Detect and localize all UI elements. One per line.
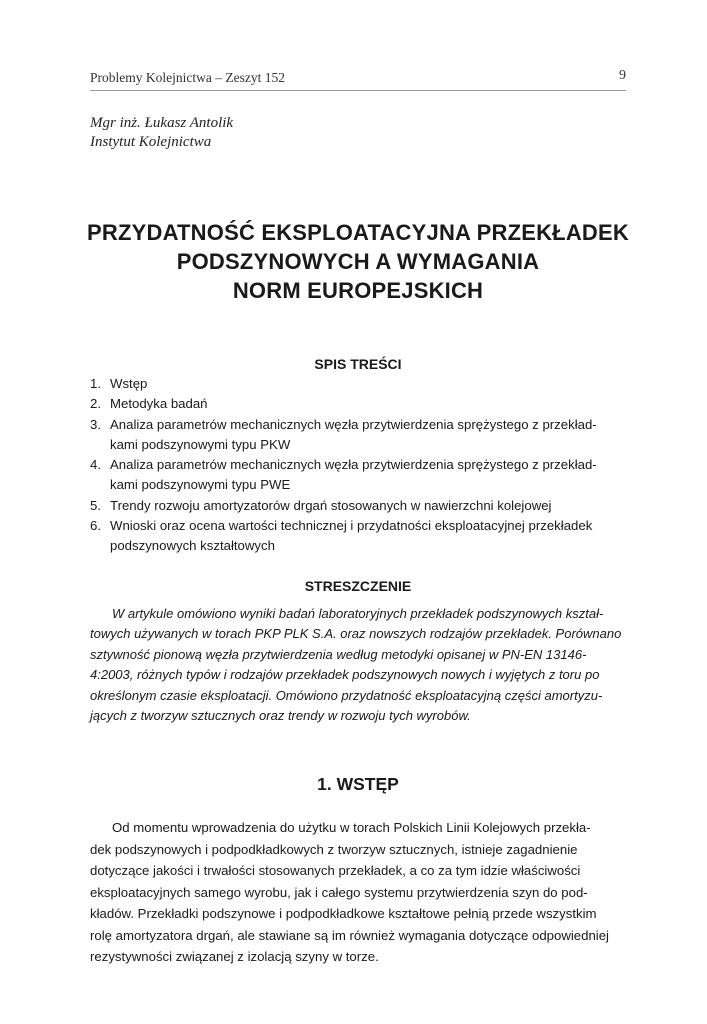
toc-item-text: podszynowych kształtowych: [110, 538, 275, 554]
toc-item-number: 2.: [90, 396, 101, 412]
abstract-line: 4:2003, różnych typów i rodzajów przekładek podszynowych nowych i wyjętych z toru po: [90, 667, 600, 683]
toc-item-text: Analiza parametrów mechanicznych węzła przytwierdzenia sprężystego z przekład-: [110, 416, 597, 432]
toc-item-text: Wstęp: [110, 376, 148, 391]
paper-title: [70, 218, 646, 305]
toc-item-text: Trendy rozwoju amortyzatorów drgań stosowanych w nawierzchni kolejowej: [110, 497, 552, 513]
toc-heading: SPIS TREŚCI: [314, 356, 402, 372]
toc-item-text: Metodyka badań: [110, 396, 208, 412]
toc-item-number: 5.: [90, 497, 101, 513]
toc-item: [90, 374, 630, 394]
title-line: PODSZYNOWYCH A WYMAGANIA: [176, 249, 540, 274]
table-of-contents: [90, 374, 630, 557]
body-line: kładów. Przekładki podszynowe i podpodkładkowe kształtowe pełnią przede wszystkim: [90, 906, 597, 921]
author-block: [90, 114, 233, 152]
journal-name: Problemy Kolejnictwa – Zeszyt 152: [90, 70, 285, 85]
running-header: [90, 68, 626, 91]
body-line: eksploatacyjnych samego wyrobu, jak i całego systemu przytwierdzenia szyn do pod-: [90, 884, 588, 900]
author-affiliation: Instytut Kolejnictwa: [90, 134, 212, 150]
toc-item-text: Analiza parametrów mechanicznych węzła przytwierdzenia sprężystego z przekład-: [110, 457, 597, 473]
toc-item-number: 1.: [90, 376, 101, 391]
abstract-text: [90, 604, 628, 726]
body-line: rolę amortyzatora drgań, ale stawiane są im również wymagania dotyczące odpowiedniej: [90, 927, 609, 943]
toc-item: [90, 455, 630, 496]
toc-item: [90, 496, 630, 516]
abstract-heading: STRESZCZENIE: [304, 578, 412, 594]
page-number: 9: [619, 68, 626, 83]
section-heading: 1. WSTĘP: [317, 774, 399, 794]
body-line: Od momentu wprowadzenia do użytku w torach Polskich Linii Kolejowych przekła-: [112, 820, 591, 835]
body-line: dek podszynowych i podpodkładkowych z tworzyw sztucznych, istnieje zagadnienie: [90, 841, 578, 857]
abstract-line: określonym czasie eksploatacji. Omówiono przydatność eksploatacyjną części amortyzu-: [90, 687, 603, 703]
abstract-line: jących z tworzyw sztucznych oraz trendy w rozwoju tych wyrobów.: [90, 708, 471, 724]
abstract-line: towych używanych w torach PKP PLK S.A. oraz nowszych rodzajów przekładek. Porównano: [90, 626, 622, 642]
toc-item-number: 4.: [90, 457, 101, 473]
title-line: NORM EUROPEJSKICH: [232, 278, 484, 303]
toc-item: [90, 394, 630, 414]
abstract-line: sztywność pionową węzła przytwierdzenia według metodyki opisanej w PN-EN 13146-: [90, 646, 587, 662]
abstract-line: W artykule omówiono wyniki badań laboratoryjnych przekładek podszynowych kształ-: [112, 606, 604, 621]
toc-item: [90, 516, 630, 557]
toc-item-number: 3.: [90, 416, 101, 432]
author-name: Mgr inż. Łukasz Antolik: [90, 115, 234, 131]
toc-item: [90, 415, 630, 456]
body-line: rezystywności związanej z izolacją szyny w torze.: [90, 949, 379, 964]
title-line: PRZYDATNOŚĆ EKSPLOATACYJNA PRZEKŁADEK: [87, 220, 629, 245]
body-line: dotyczące jakości i trwałości stosowanych przekładek, a co za tym idzie właściwości: [90, 863, 581, 878]
body-paragraph: [90, 817, 628, 968]
toc-item-text: kami podszynowymi typu PWE: [110, 477, 291, 493]
toc-item-text: Wnioski oraz ocena wartości technicznej i przydatności eksploatacyjnej przekładek: [110, 518, 593, 534]
toc-item-text: kami podszynowymi typu PKW: [110, 436, 291, 452]
toc-item-number: 6.: [90, 518, 101, 534]
